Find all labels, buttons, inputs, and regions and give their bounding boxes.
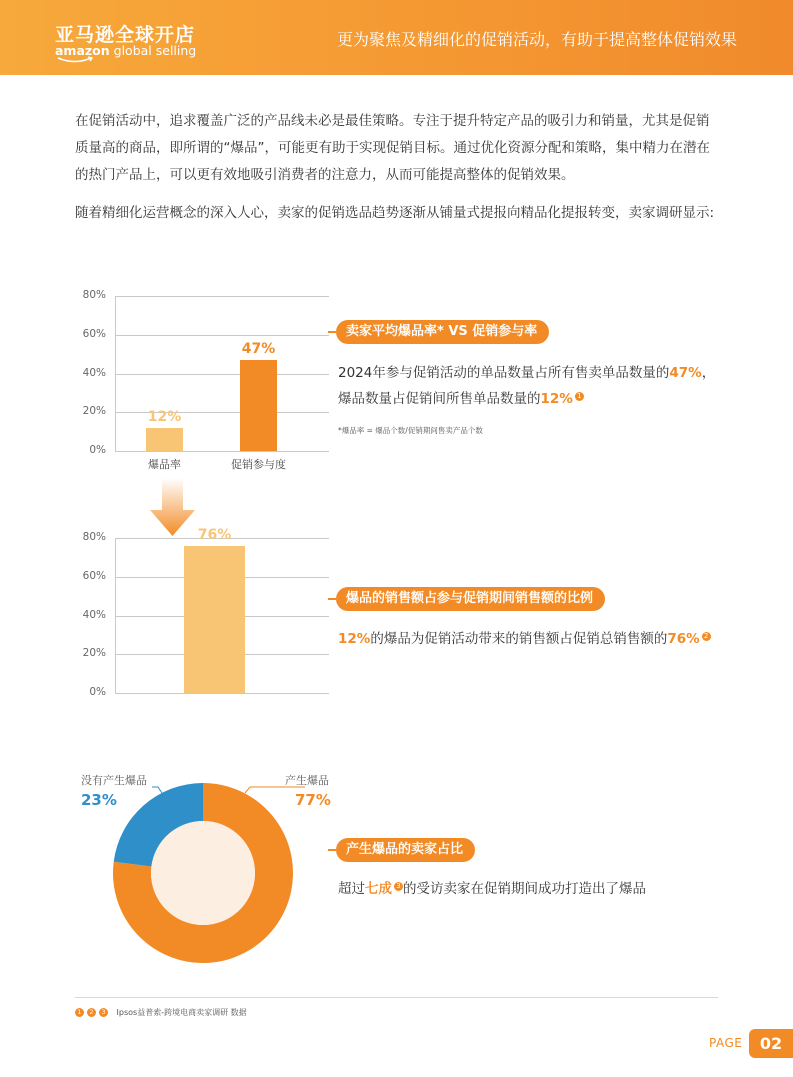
bar [240, 360, 277, 451]
bar-chart-sales-share [66, 526, 336, 710]
bar-value-label: 47% [241, 340, 276, 357]
reference-marker: 1 [75, 1008, 84, 1017]
source-citation: 1 2 3 Ipsos益普索-跨境电商卖家调研 数据 [75, 1007, 247, 1018]
section1-title-pill: 卖家平均爆品率* VS 促销参与率 [336, 320, 549, 344]
bar [184, 546, 245, 693]
y-tick-label: 60% [82, 327, 106, 340]
section3-description: 超过七成 3 的受访卖家在促销期间成功打造出了爆品 [338, 881, 646, 897]
gridline [115, 374, 329, 375]
y-tick-label: 80% [82, 289, 106, 301]
y-tick-label: 0% [89, 686, 106, 698]
gridline [115, 451, 329, 452]
y-tick-label: 0% [89, 444, 106, 456]
logo-chinese: 亚马逊全球开店 [55, 24, 196, 46]
intro-paragraph-1: 在促销活动中，追求覆盖广泛的产品线未必是最佳策略。专注于提升特定产品的吸引力和销量，尤其是促销质量高的商品，即所谓的“爆品”，可能更有助于实现促销目标。通过优化资源分配和策略，集中精力在潜在的热门产品上，可以更有效地吸引消费者的注意力，从而可能提高整体的促销效果。 [75, 113, 710, 183]
section3-title-pill: 产生爆品的卖家占比 [336, 838, 475, 862]
x-category-label: 促销参与度 [231, 458, 286, 471]
bar [146, 428, 183, 451]
bar-value-label: 12% [147, 408, 182, 425]
section1-description: 2024年参与促销活动的单品数量占所有售卖单品数量的47%， 爆品数量占促销间所售单品数量的12% 1 [338, 365, 716, 407]
page-number: 02 [749, 1029, 793, 1058]
intro-paragraph-2: 随着精细化运营概念的深入人心，卖家的促销选品趋势逐渐从铺量式提报向精品化提报转变，卖家调研显示: [75, 205, 715, 221]
y-axis [115, 296, 116, 451]
y-tick-label: 20% [82, 405, 106, 418]
x-category-label: 爆品率 [148, 458, 181, 471]
logo-english: amazon global selling [55, 43, 197, 58]
donut-label-no-bestseller: 没有产生爆品 [81, 774, 147, 787]
gridline [115, 296, 329, 297]
reference-marker: 2 [702, 632, 711, 641]
y-tick-label: 60% [82, 569, 106, 582]
y-tick-label: 40% [82, 366, 106, 379]
y-axis [115, 538, 116, 693]
gridline [115, 335, 329, 336]
header-title: 更为聚焦及精细化的促销活动，有助于提高整体促销效果 [336, 30, 737, 49]
donut-label-bestseller: 产生爆品 [285, 774, 329, 787]
reference-marker: 3 [99, 1008, 108, 1017]
section2-description: 12%的爆品为促销活动带来的销售额占促销总销售额的76% 2 [338, 626, 738, 652]
donut-value-bestseller: 77% [295, 791, 331, 809]
donut-center [151, 821, 255, 925]
y-tick-label: 20% [82, 647, 106, 660]
reference-marker: 1 [575, 392, 584, 401]
gridline [115, 693, 329, 694]
section2-title-pill: 爆品的销售额占参与促销期间销售额的比例 [336, 587, 605, 611]
amazon-smile-icon [57, 56, 97, 64]
reference-marker: 2 [87, 1008, 96, 1017]
reference-marker: 3 [394, 882, 403, 891]
bar-value-label: 76% [197, 526, 232, 543]
page-label: PAGE [709, 1036, 743, 1050]
donut-leader-lines [150, 785, 310, 805]
y-tick-label: 40% [82, 608, 106, 621]
bar-chart-rate-vs-participation [66, 288, 336, 471]
y-tick-label: 80% [82, 531, 106, 543]
donut-value-no-bestseller: 23% [81, 791, 117, 809]
footnote: *爆品率 = 爆品个数/促销期间售卖产品个数 [338, 426, 483, 435]
page-header [0, 0, 793, 75]
footer-divider [75, 997, 718, 998]
